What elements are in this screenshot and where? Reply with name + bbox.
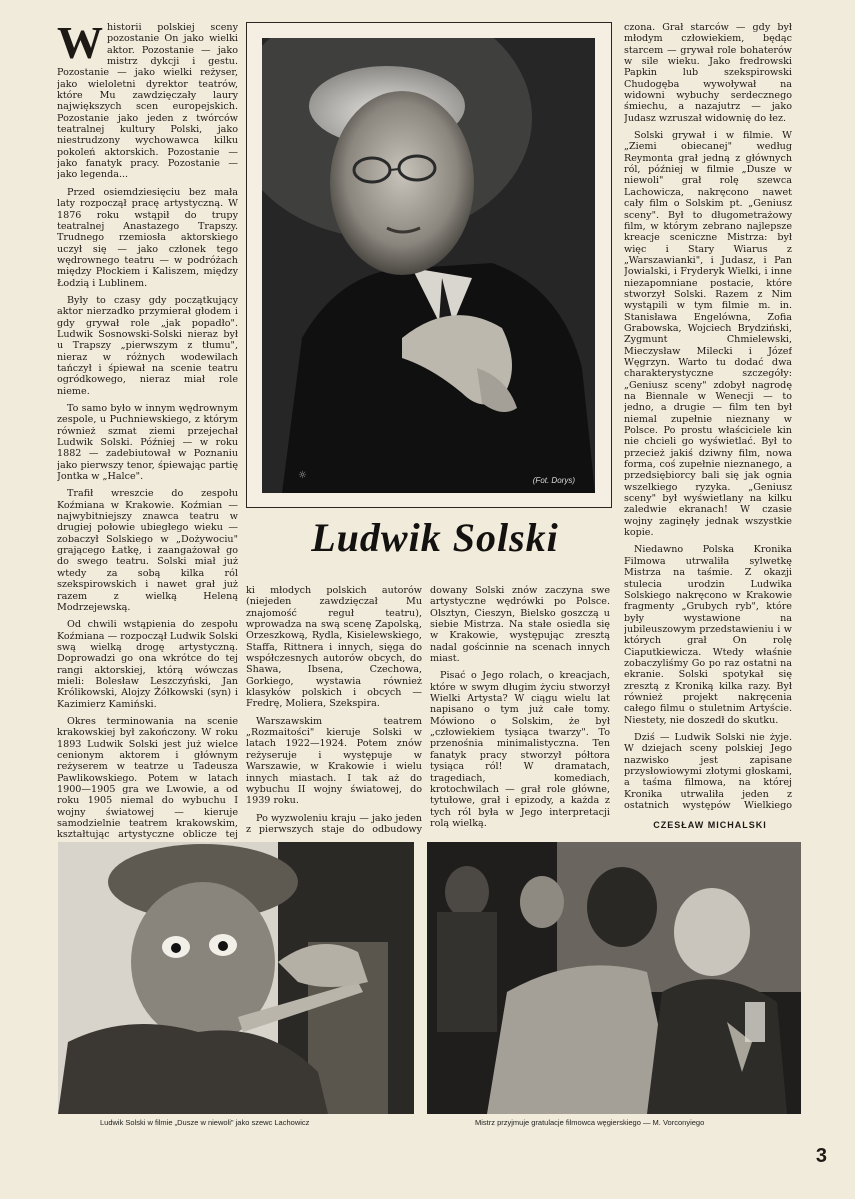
paragraph: Pisać o Jego rolach, o kreacjach, które w swym długim życiu stworzył Wielki Artysta? W ciągu wielu lat napisano o tym już całe tomy. Mówiono o Solskim, że był „człowiekiem tysiąca twarzy". To przenośnia minimalistyczna. Ten fanatyk pracy stworzył półtora tysiąca ról! W dramatach, tragediach, komediach, krotochwilach — grał role główne, tytułowe, grał i epizody, a każda z tych ról była w Jego interpretacji rolą wielką. [430,670,610,829]
article-column-4 [624,22,792,812]
paragraph: ki młodych polskich autorów (niejeden zawdzięczał Mu znajomość reguł teatru), wprowadza na swą scenę Zapolską, Orzeszkową, Rydla, Kisielewskiego, Staffa, Rittnera i innych, sięga do współczesnych autorów obcych, do Shawa, Ibsena, Czechowa, Gorkiego, wystawia również klasyków polskich i obcych — Fredrę, Moliera, Szekspira. [246,585,422,710]
paragraph: Niedawno Polska Kronika Filmowa utrwaliła sylwetkę Mistrza na taśmie. Z okazji stulecia urodzin Ludwika Solskiego nakręcono w Krakowie fragmenty „Grubych ryb", które były wystawione na jubileuszowym przedstawieniu i w których grał On rolę Ciaputkiewicza. Wtedy właśnie zobaczyliśmy Go po raz ostatni na ekranie. Solski spotykał się zresztą z Kroniką kilka razy. Był również projekt nakręcenia całego filmu o stuletnim Artyście. Niestety, nie doszedł do skutku. [624,544,792,726]
paragraph: czona. Grał starców — gdy był młodym człowiekiem, będąc starcem — grywał role bohaterów w sile wieku. Jako fredrowski Papkin lub szekspirowski Chudogęba wywoływał na widowni wybuchy serdecznego śmiechu, a nazajutrz — jako Judasz wzruszał widownię do łez. [624,22,792,124]
article-title: Ludwik Solski [311,515,559,560]
article-column-1 [57,22,238,840]
paragraph: Trafił wreszcie do zespołu Koźmiana w Krakowie. Koźmian — najwybitniejszy znawca teatru w drugiej połowie ubiegłego wieku — zobaczył Solskiego w „Dożywociu" grającego Łatkę, i zaangażował go do swego teatru. Solski miał już wtedy za sobą kilka ról szekspirowskich i nawet grał już razem z wielką Heleną Modrzejewską. [57,488,238,613]
author-byline: CZESŁAW MICHALSKI [653,820,767,830]
paragraph: To samo było w innym wędrownym zespole, u Puchniewskiego, z którym również szmat ziemi przejechał Ludwik Solski. Później — w roku 1882 — zadebiutował w Poznaniu jako pierwszy tenor, śpiewając partię Jontka w „Halce". [57,403,238,483]
article-column-2 [246,585,422,835]
congratulations-photo [427,842,801,1114]
paragraph: Były to czasy gdy początkujący aktor nierzadko przymierał głodem i gdy grywał role „jak popadło". Ludwik Sosnowski-Solski nieraz był u Trapszy „pierwszym z tłumu", nieraz w różnych wodewilach tańczył i śpiewał na scenie teatru ogródkowego, nieraz miał role nieme. [57,294,238,397]
film-still-illustration [58,842,414,1114]
portrait-photo-frame [246,22,612,508]
page-number: 3 [815,1145,827,1167]
svg-text:☼: ☼ [298,470,307,481]
drop-cap: W [57,22,103,68]
paragraph: Przed osiemdziesięciu bez mała laty rozpoczął pracę artystyczną. W 1876 roku wstąpił do trupy teatralnej Anastazego Trapszy. Trudnego rzemiosła aktorskiego uczył się — jako członek tego wędrownego teatru — w podróżach między Płockiem i Kaliszem, między Łodzią i Lublinem. [57,186,238,289]
paragraph: Dziś — Ludwik Solski nie żyje. W dziejach sceny polskiej Jego nazwisko jest zapisane przysłowiowymi złotymi głoskami, a taśma filmowa, na której Kronika utrwaliła jeden z ostatnich występów Wielkiego [624,731,792,812]
caption-left: Ludwik Solski w filmie „Dusze w niewoli" jako szewc Lachowicz [100,1118,310,1127]
caption-right: Mistrz przyjmuje gratulacje filmowca węgierskiego — M. Vorconyiego [475,1118,705,1127]
paragraph: Warszawskim teatrem „Rozmaitości" kieruje Solski w latach 1922—1924. Potem znów reżyseruje i występuje w Warszawie, w Krakowie i wielu innych miastach. I tak aż do wybuchu II wojny światowej, do 1939 roku. [246,715,422,807]
portrait-photo [262,38,595,493]
portrait-illustration [262,38,595,493]
paragraph: Po wyzwoleniu kraju — jako jeden z pierwszych staje do odbudowy [246,812,422,835]
congratulations-illustration [427,842,801,1114]
paragraph: Od chwili wstąpienia do zespołu Koźmiana — rozpoczął Ludwik Solski swą wielką drogę artystyczną. Doprowadzi go ona wkrótce do tej rangi aktorskiej, którą wówczas mieli: Bolesław Leszczyński, Jan Królikowski, Alojzy Żółkowski (syn) i Kazimierz Kamiński. [57,619,238,710]
paragraph: Okres terminowania na scenie krakowskiej był zakończony. W roku 1893 Ludwik Solski jest już wielce cenionym aktorem i głównym reżyserem w teatrze u Tadeusza Pawlikowskiego. Potem w latach 1900—1905 gra we Lwowie, a od roku 1905 niemal do wybuchu I wojny światowej — kieruje samodzielnie teatrem krakowskim, kształtując artystyczne oblicze tej [57,715,238,840]
film-still-photo [58,842,414,1114]
paragraph: historii polskiej sceny pozostanie On jako wielki aktor. Pozostanie — jako mistrz dykcji i gestu. Pozostanie — jako wielki reżyser, jako wieloletni dyrektor teatrów, które Mu zawdzięczały laury największych scen europejskich. Pozostanie jako jeden z twórców teatralnej kultury Polski, jako niestrudzony wychowawca kilku pokoleń aktorskich. Pozostanie — jako fanatyk pracy. Pozostanie — jako legenda... [57,22,238,181]
paragraph: dowany Solski znów zaczyna swe artystyczne wędrówki po Polsce. Olsztyn, Cieszyn, Bielsko goszczą u siebie Mistrza. Na stałe osiedla się w Krakowie, występując zresztą nadal gościnnie na scenach innych miast. [430,585,610,665]
photo-credit: (Fot. Dorys) [532,476,575,485]
article-column-3 [430,585,610,835]
paragraph: Solski grywał i w filmie. W „Ziemi obiecanej" według Reymonta grał jedną z głównych ról, później w filmie „Dusze w niewoli" grał rolę szewca Lachowicza, nakręcono nawet cały film o Solskim pt. „Geniusz sceny". Był to długometrażowy film, w którym zebrano najlepsze kreacje sceniczne Mistrza: był więc i Stary Wiarus z „Warszawianki", i Judasz, i Pan Jowialski, i Fryderyk Wielki, i inne niezapomniane postacie, które stworzył Solski. Razem z Nim wystąpili w tym filmie m. in. Stanisława Engelówna, Zofia Grabowska, Wojciech Brydziński, Zygmunt Chmielewski, Mieczysław Milecki i Józef Węgrzyn. Warto tu dodać dwa charakterystyczne szczegóły: „Geniusz sceny" zdobył nagrodę na Biennale w Wenecji — to jedno, a drugie — film ten był niemal zupełnie nieznany w Polsce. Po prostu właściciele kin nie chcieli go wyświetlać. Był to przecież jakiś dziwny film, nowa forma, coś zupełnie nieznanego, a przedsiębiorcy bali się jak ognia wszelkiego ryzyka. „Geniusz sceny" był wyświetlany na kilku zaledwie ekranach! W czasie wojny zaginęły jednak wszystkie kopie. [624,130,792,539]
